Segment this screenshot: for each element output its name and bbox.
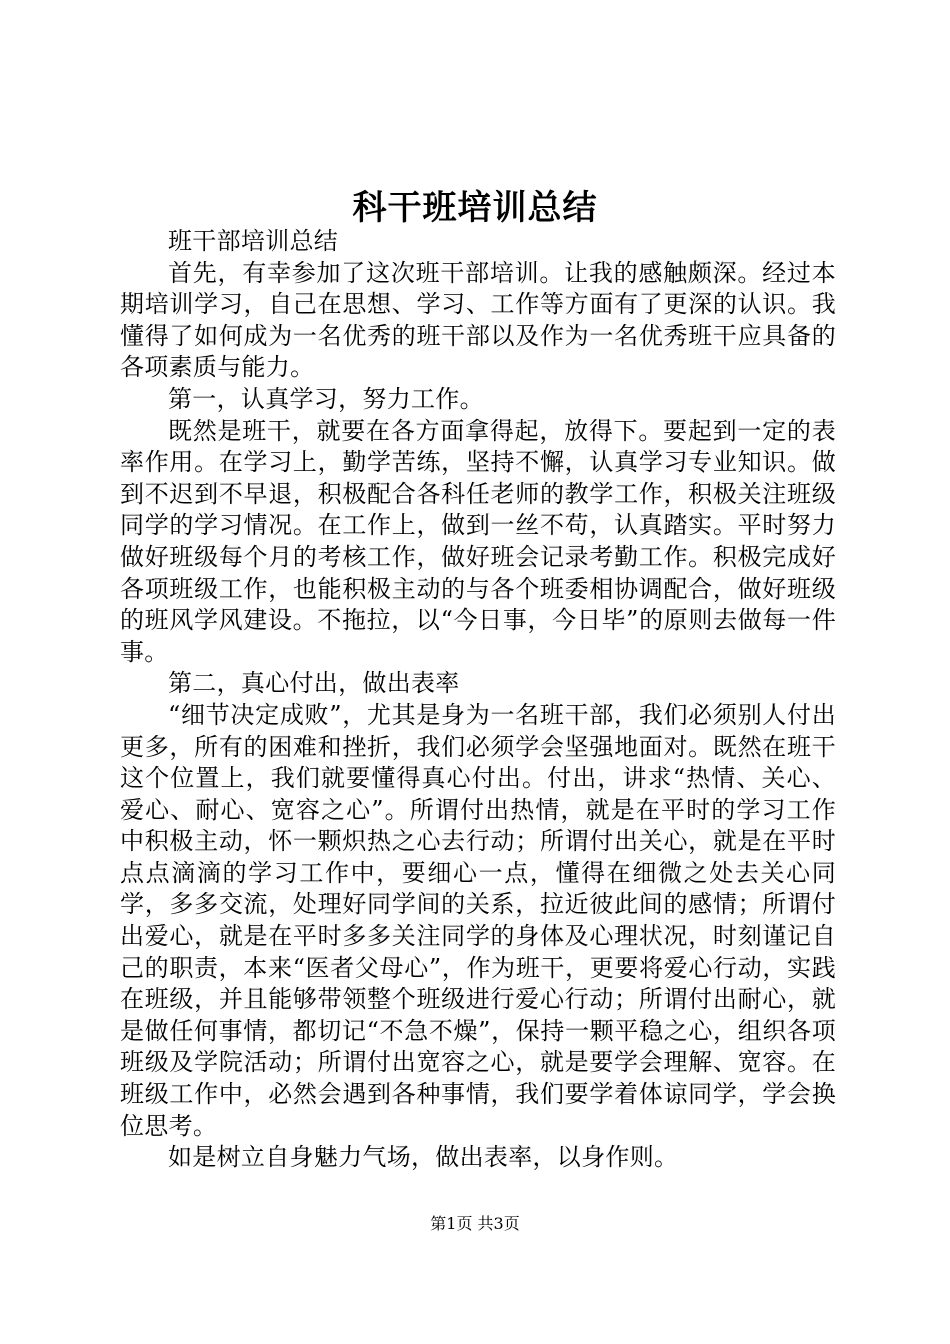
paragraph-second-body: “细节决定成败”，尤其是身为一名班干部，我们必须别人付出更多，所有的困难和挫折，我们必须学会坚强地面对。既然在班干这个位置上，我们就要懂得真心付出。付出，讲求“热情、关心、爱心、耐心、宽容之心”。所谓付出热情，就是在平时的学习工作中积极主动，怀一颗炽热之心去行动；所谓付出关心，就是在平时点点滴滴的学习工作中，要细心一点，懂得在细微之处去关心同学，多多交流，处理好同学间的关系，拉近彼此间的感情；所谓付出爱心，就是在平时多多关注同学的身体及心理状况，时刻谨记自己的职责，本来“医者父母心”，作为班干，更要将爱心行动，实践在班级，并且能够带领整个班级进行爱心行动；所谓付出耐心，就是做任何事情，都切记“不急不燥”，保持一颗平稳之心，组织各项班级及学院活动；所谓付出宽容之心，就是要学会理解、宽容。在班级工作中，必然会遇到各种事情，我们要学着体谅同学，学会换位思考。 — [120, 700, 836, 1140]
paragraph-subtitle: 班干部培训总结 — [168, 227, 339, 255]
paragraph-intro: 首先，有幸参加了这次班干部培训。让我的感触颇深。经过本期培训学习，自己在思想、学习、工作等方面有了更深的认识。我懂得了如何成为一名优秀的班干部以及作为一名优秀班干应具备的各项素质与能力。 — [120, 258, 836, 382]
document-body — [120, 226, 836, 1174]
document-title: 科干班培训总结 — [352, 188, 598, 228]
paragraph-heading-first: 第一，认真学习，努力工作。 — [168, 384, 484, 413]
paragraph-first-body: 既然是班干，就要在各方面拿得起，放得下。要起到一定的表率作用。在学习上，勤学苦练，坚持不懈，认真学习专业知识。做到不迟到不早退，积极配合各科任老师的教学工作，积极关注班级同学的学习情况。在工作上，做到一丝不苟，认真踏实。平时努力做好班级每个月的考核工作，做好班会记录考勤工作。积极完成好各项班级工作，也能积极主动的与各个班委相协调配合，做好班级的班风学风建设。不拖拉，以“今日事，今日毕”的原则去做每一件事。 — [120, 416, 836, 666]
page-footer: 第1页 共3页 — [430, 1214, 520, 1233]
paragraph-closing: 如是树立自身魅力气场，做出表率，以身作则。 — [168, 1143, 679, 1172]
paragraph-heading-second: 第二，真心付出，做出表率 — [168, 669, 460, 698]
